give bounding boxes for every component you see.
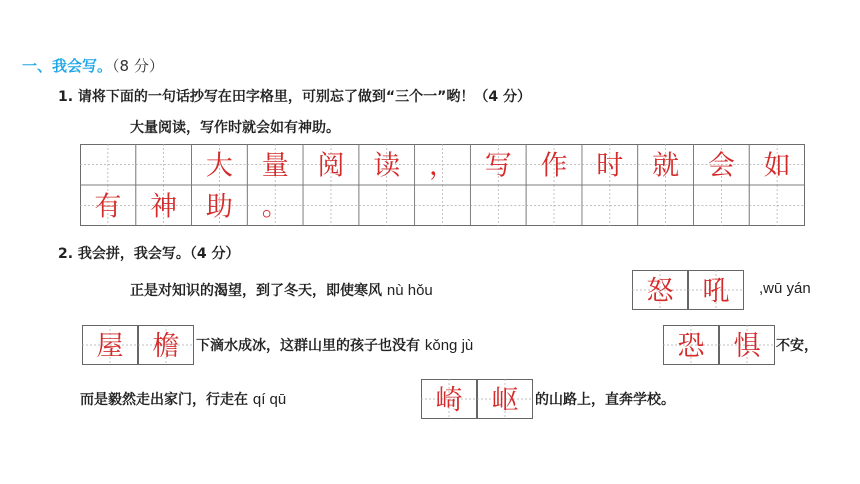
- question-2-prompt: 2. 我会拼，我会写。（4 分）: [58, 246, 240, 262]
- passage-line-3: [80, 389, 286, 409]
- grid-char: 会: [707, 150, 735, 182]
- answer-char: 檐: [152, 331, 180, 362]
- answer-cell[interactable]: [632, 270, 688, 310]
- question-1-prompt: 1. 请将下面的一句话抄写在田字格里，可别忘了做到“三个一”哟！（4 分）: [58, 89, 531, 105]
- grid-char: 神: [150, 191, 178, 223]
- grid-char: 写: [484, 150, 512, 182]
- section-score: （8 分）: [112, 57, 164, 75]
- answer-char: 恐: [677, 331, 705, 362]
- passage-text-2-end: 不安，: [776, 338, 818, 354]
- grid-cell[interactable]: [192, 144, 248, 185]
- grid-cell[interactable]: [470, 185, 526, 226]
- grid-cell[interactable]: [749, 144, 805, 185]
- answer-char: 崎: [435, 385, 463, 416]
- section-title: [22, 55, 164, 76]
- grid-cell[interactable]: [136, 185, 192, 226]
- grid-cell[interactable]: [749, 185, 805, 226]
- grid-cell[interactable]: [136, 144, 192, 185]
- answer-cell[interactable]: [663, 325, 719, 365]
- grid-cell[interactable]: [582, 185, 638, 226]
- grid-cell[interactable]: [638, 185, 694, 226]
- grid-char: 如: [763, 150, 791, 182]
- grid-char: 助: [205, 191, 233, 223]
- section-title-text: 一、我会写。: [22, 57, 113, 75]
- pinyin-wu-yan: ,wū yán: [759, 280, 811, 297]
- grid-cell[interactable]: [526, 185, 582, 226]
- grid-cell[interactable]: [638, 144, 694, 185]
- grid-char: 时: [596, 150, 624, 182]
- grid-char: 作: [540, 150, 568, 182]
- passage-text-1: 正是对知识的渴望，到了冬天，即使寒风: [130, 283, 382, 299]
- grid-cell[interactable]: [80, 144, 136, 185]
- grid-cell[interactable]: [80, 185, 136, 226]
- pinyin-qi-qu: qí qū: [252, 391, 287, 408]
- grid-char: 就: [652, 150, 680, 182]
- grid-cell[interactable]: [582, 144, 638, 185]
- answer-char: 惧: [733, 331, 761, 362]
- answer-cell[interactable]: [477, 379, 533, 419]
- grid-cell[interactable]: [359, 185, 415, 226]
- grid-char: 读: [373, 150, 401, 182]
- answer-box-wu-yan[interactable]: [82, 325, 194, 365]
- answer-char: 怒: [646, 276, 674, 307]
- pinyin-nu-hou: nù hǒu: [386, 282, 433, 299]
- answer-cell[interactable]: [688, 270, 744, 310]
- grid-cell[interactable]: [415, 185, 471, 226]
- answer-char: 屋: [96, 331, 124, 362]
- grid-cell[interactable]: [247, 185, 303, 226]
- answer-char: 岖: [491, 385, 519, 416]
- passage-text-3: 而是毅然走出家门，行走在: [80, 392, 248, 408]
- answer-cell[interactable]: [421, 379, 477, 419]
- grid-cell[interactable]: [303, 144, 359, 185]
- answer-box-kong-ju[interactable]: [663, 325, 775, 365]
- grid-cell[interactable]: [470, 144, 526, 185]
- answer-cell[interactable]: [82, 325, 138, 365]
- passage-text-3-end: 的山路上，直奔学校。: [535, 392, 675, 408]
- grid-char: 。: [261, 191, 289, 223]
- answer-char: 吼: [702, 276, 730, 307]
- grid-cell[interactable]: [693, 185, 749, 226]
- grid-char: 有: [94, 191, 122, 223]
- grid-cell[interactable]: [192, 185, 248, 226]
- passage-line-2: [196, 335, 473, 355]
- pinyin-kong-ju: kǒng jù: [424, 337, 474, 354]
- answer-box-qi-qu[interactable]: [421, 379, 533, 419]
- grid-char: 大: [205, 150, 233, 182]
- grid-cell[interactable]: [693, 144, 749, 185]
- passage-line-1: [130, 280, 433, 300]
- passage-text-2: 下滴水成冰，这群山里的孩子也没有: [196, 338, 420, 354]
- answer-cell[interactable]: [719, 325, 775, 365]
- grid-cell[interactable]: [359, 144, 415, 185]
- grid-cell[interactable]: [303, 185, 359, 226]
- answer-box-nu-hou[interactable]: [632, 270, 744, 310]
- copy-sentence: 大量阅读，写作时就会如有神助。: [130, 120, 340, 136]
- grid-char: 阅: [317, 150, 345, 182]
- grid-char: 量: [261, 150, 289, 182]
- grid-cell[interactable]: [415, 144, 471, 185]
- grid-cell[interactable]: [247, 144, 303, 185]
- tian-zi-grid: [80, 144, 805, 226]
- grid-char: ，: [429, 150, 456, 182]
- grid-cell[interactable]: [526, 144, 582, 185]
- answer-cell[interactable]: [138, 325, 194, 365]
